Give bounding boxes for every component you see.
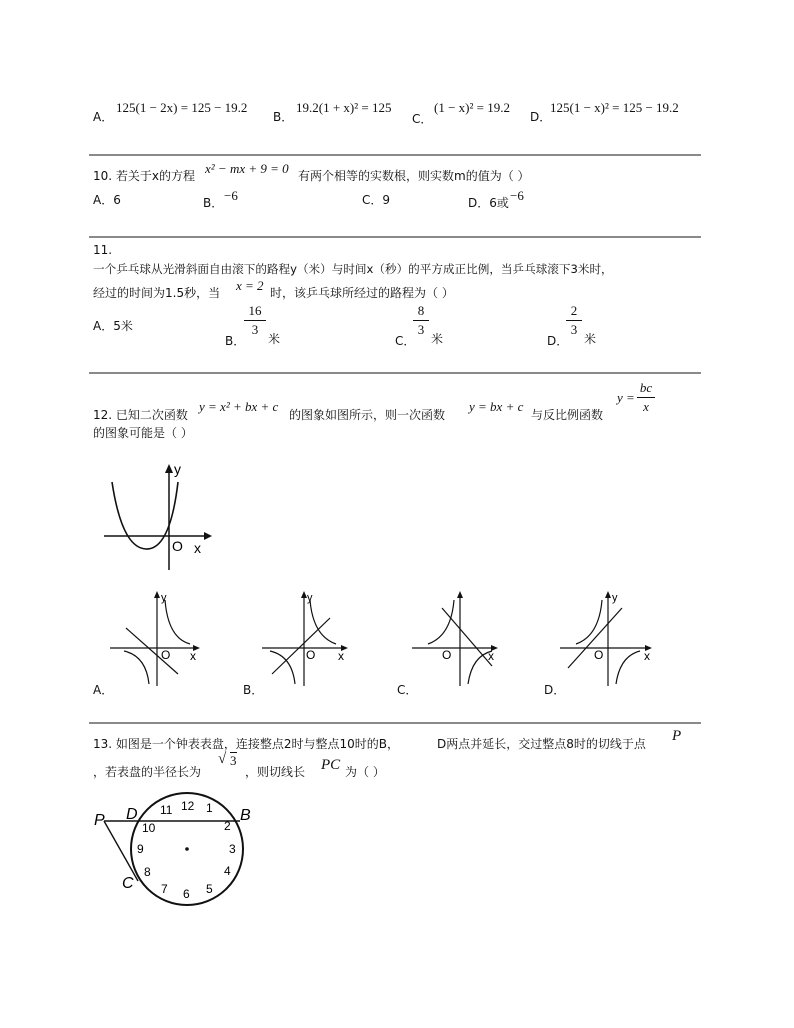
q9-option-c-expr: (1 − x)² = 19.2	[434, 100, 510, 115]
fraction-bar	[566, 320, 582, 321]
q12-parabola-figure	[100, 460, 220, 575]
fraction-bar	[637, 397, 655, 398]
x-axis-label: x	[338, 649, 344, 663]
y-axis-arrow	[605, 591, 611, 598]
y-axis-arrow	[154, 591, 160, 598]
q10-option-a: A．6	[93, 193, 121, 207]
divider	[89, 722, 701, 724]
y-axis-label: y	[307, 592, 313, 604]
q11-option-c-label: C．	[395, 334, 416, 348]
q10-stem-prefix: 10. 若关于x的方程	[93, 169, 196, 183]
fraction-bar	[413, 320, 429, 321]
x-axis-label: x	[190, 649, 196, 663]
q13-stem-line1-prefix: 13. 如图是一个钟表表盘，连接整点2时与整点10时的B，	[93, 737, 400, 751]
y-axis-arrow	[457, 591, 463, 598]
q12-graph-c	[412, 588, 512, 688]
label-p: P	[94, 812, 105, 829]
q9-option-d-expr: 125(1 − x)² = 125 − 19.2	[550, 100, 679, 115]
clock-numeral-10: 10	[142, 821, 156, 835]
q10-option-d-label: D．6或	[468, 196, 509, 210]
fraction-denominator: 3	[570, 322, 578, 337]
hyperbola-branch	[310, 600, 336, 644]
q13-segment-pc: PC	[321, 757, 341, 773]
divider	[89, 236, 701, 238]
q11-option-c-unit: 米	[431, 332, 444, 346]
q13-stem-line2-mid: ，则切线长	[245, 765, 306, 779]
q10-option-b-value: −6	[224, 188, 238, 203]
origin-label: O	[442, 648, 452, 662]
y-axis-label: y	[174, 461, 181, 477]
clock-numeral-8: 8	[144, 865, 151, 879]
clock-numeral-2: 2	[224, 819, 231, 833]
q11-option-d-fraction	[566, 303, 582, 338]
divider	[89, 154, 701, 156]
q10-option-b-label: B．	[203, 196, 224, 210]
q9-option-c-label: C．	[412, 112, 433, 126]
q11-stem-line2-suffix: 时，该乒乓球所经过的路程为（ ）	[270, 286, 454, 300]
q11-option-b-unit: 米	[268, 332, 281, 346]
clock-numeral-12: 12	[181, 799, 195, 813]
hyperbola-branch	[616, 651, 640, 684]
q9-option-a-expr: 125(1 − 2x) = 125 − 19.2	[116, 100, 248, 115]
clock-numeral-7: 7	[161, 882, 168, 896]
q12-graph-a	[110, 588, 210, 688]
q12-stem-mid1: 的图象如图所示，则一次函数	[289, 408, 446, 422]
q12-inverse-lhs: y =	[617, 390, 635, 405]
q12-option-d-label: D．	[544, 683, 566, 697]
clock-numeral-1: 1	[206, 801, 213, 815]
q11-option-d-label: D．	[547, 334, 569, 348]
q13-point-p: P	[672, 728, 682, 744]
x-axis-label: x	[488, 649, 494, 663]
y-axis-arrow	[165, 464, 173, 473]
clock-numeral-3: 3	[229, 842, 236, 856]
fraction-numerator: 8	[417, 303, 425, 318]
origin-label: O	[306, 648, 316, 662]
q11-option-c-fraction	[413, 303, 429, 338]
q12-stem-prefix: 12. 已知二次函数	[93, 408, 188, 422]
hyperbola-branch	[576, 600, 602, 644]
q11-stem-line2-prefix: 经过的时间为1.5秒，当	[93, 286, 221, 300]
q13-stem-line2-suffix: 为（ ）	[345, 765, 385, 779]
y-axis-label: y	[612, 592, 618, 604]
q12-graph-b	[262, 588, 362, 688]
sqrt-symbol: √	[218, 751, 227, 767]
q11-option-d-unit: 米	[584, 332, 597, 346]
hyperbola-branch	[165, 600, 190, 644]
fraction-denominator: 3	[417, 322, 425, 337]
q12-quadratic: y = x² + bx + c	[199, 399, 279, 414]
clock-numeral-6: 6	[183, 887, 190, 901]
origin-label: O	[161, 648, 171, 662]
q11-option-a: A．5米	[93, 319, 133, 333]
q9-option-b-expr: 19.2(1 + x)² = 125	[296, 100, 392, 115]
divider	[89, 372, 701, 374]
q12-option-a-label: A．	[93, 683, 114, 697]
q9-option-a-label: A．	[93, 110, 114, 124]
fraction-numerator: 16	[248, 303, 262, 318]
q13-sqrt-value: 3	[230, 753, 237, 768]
label-d: D	[126, 806, 138, 823]
q11-number: 11.	[93, 243, 113, 257]
q11-stem-line1: 一个乒乓球从光滑斜面自由滚下的路程y（米）与时间x（秒）的平方成正比例，当乒乓球滚下3米时，	[93, 262, 613, 276]
fraction-denominator: 3	[251, 322, 259, 337]
q11-option-b-label: B．	[225, 334, 246, 348]
q12-linear: y = bx + c	[469, 399, 524, 414]
tangent-pc	[104, 821, 138, 881]
clock-center	[185, 847, 189, 851]
clock-numeral-5: 5	[206, 882, 213, 896]
origin-label: O	[594, 648, 604, 662]
q12-option-b-label: B．	[243, 683, 264, 697]
q9-option-d-label: D．	[530, 110, 552, 124]
q13-stem-line1-suffix: D两点并延长，交过整点8时的切线于点	[437, 737, 646, 751]
q12-inverse-fraction	[637, 380, 655, 415]
origin-label: O	[172, 538, 183, 554]
parabola-curve	[112, 482, 178, 549]
q9-option-b-label: B．	[273, 110, 294, 124]
q12-stem-mid2: 与反比例函数	[531, 408, 604, 422]
q12-graph-d	[560, 588, 660, 688]
hyperbola-branch	[124, 651, 149, 684]
y-axis-label: y	[161, 592, 167, 604]
clock-numeral-9: 9	[137, 842, 144, 856]
fraction-bar	[244, 320, 266, 321]
q13-stem-line2-prefix: ，若表盘的半径长为	[93, 765, 202, 779]
q12-stem-line2: 的图象可能是（ ）	[93, 426, 193, 440]
x-axis-arrow	[204, 532, 212, 540]
clock-numeral-4: 4	[224, 864, 231, 878]
q11-option-b-fraction	[244, 303, 266, 338]
x-axis-label: x	[644, 649, 650, 663]
line-graph	[272, 618, 330, 674]
q11-stem-equation: x = 2	[236, 278, 264, 293]
q10-equation: x² − mx + 9 = 0	[205, 161, 289, 176]
q12-option-c-label: C．	[397, 683, 418, 697]
x-axis-label: x	[194, 540, 201, 556]
q10-option-d-value: −6	[510, 188, 524, 203]
hyperbola-branch	[428, 600, 454, 644]
label-c: C	[122, 875, 134, 892]
fraction-numerator: bc	[639, 380, 653, 395]
q10-option-c: C．9	[362, 193, 391, 207]
q13-clock-figure	[90, 790, 270, 912]
fraction-numerator: 2	[570, 303, 578, 318]
clock-numeral-11: 11	[160, 803, 173, 817]
fraction-denominator: x	[643, 399, 649, 414]
label-b: B	[240, 807, 251, 824]
q10-stem-suffix: 有两个相等的实数根，则实数m的值为（ ）	[298, 169, 530, 183]
